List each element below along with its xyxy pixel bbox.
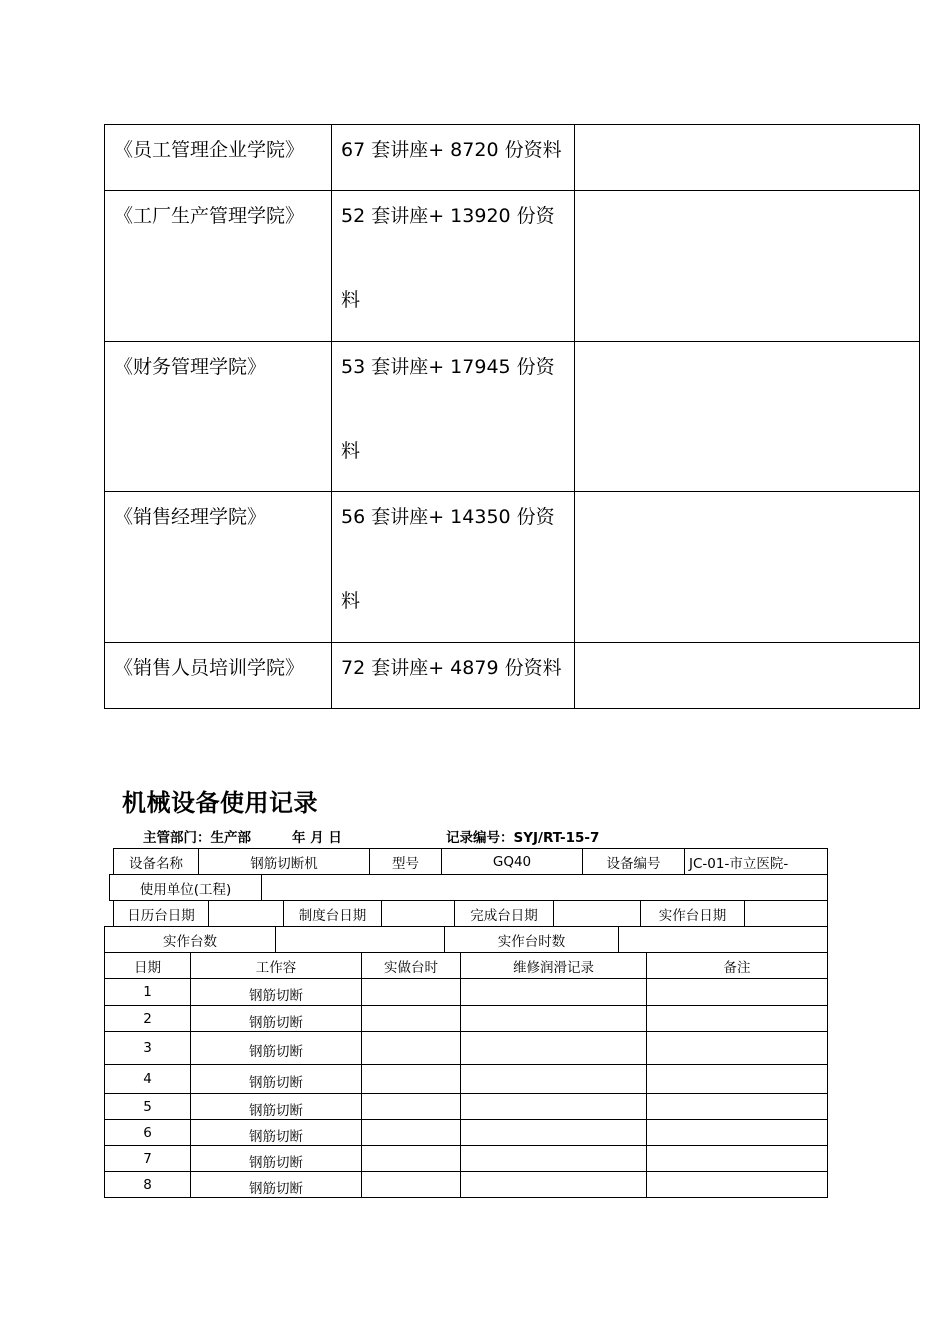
row-note [646, 1093, 828, 1120]
calendar-days-value [208, 900, 284, 927]
row-hours [361, 1093, 461, 1120]
course-name: 《员工管理企业学院》 [105, 125, 332, 191]
row-work: 钢筋切断 [190, 1064, 362, 1094]
row-work: 钢筋切断 [190, 1031, 362, 1065]
row-work: 钢筋切断 [190, 978, 362, 1006]
row-date: 1 [104, 978, 191, 1006]
actual-days-value [744, 900, 828, 927]
row-note [646, 1145, 828, 1172]
course-desc [332, 643, 575, 709]
row-maint [460, 1119, 647, 1146]
course-desc [332, 342, 575, 492]
actual-count-value [275, 926, 445, 953]
row-note [646, 978, 828, 1006]
header-work: 工作容 [190, 952, 362, 979]
record-code: 记录编号：SYJ/RT-15-7 [446, 830, 600, 846]
row-hours [361, 1171, 461, 1198]
course-table [104, 124, 920, 709]
row-date: 4 [104, 1064, 191, 1094]
row-hours [361, 1031, 461, 1065]
course-name: 《工厂生产管理学院》 [105, 191, 332, 342]
row-work: 钢筋切断 [190, 1093, 362, 1120]
course-empty-cell [575, 125, 920, 191]
row-date: 8 [104, 1171, 191, 1198]
row-hours [361, 1145, 461, 1172]
row-maint [460, 1093, 647, 1120]
row-note [646, 1005, 828, 1032]
done-days-label: 完成台日期 [454, 900, 554, 927]
row-work: 钢筋切断 [190, 1005, 362, 1032]
course-desc [332, 125, 575, 191]
row-date: 2 [104, 1005, 191, 1032]
course-desc-line1: 72 套讲座+ 4879 份资料 [341, 657, 562, 679]
row-maint [460, 1031, 647, 1065]
course-name: 《财务管理学院》 [105, 342, 332, 492]
row-note [646, 1171, 828, 1198]
row-maint [460, 978, 647, 1006]
course-desc-line1: 56 套讲座+ 14350 份资 [341, 506, 555, 528]
dept-label: 主管部门：生产部 [143, 830, 251, 846]
equip-no-value: JC-01-市立医院- [684, 848, 828, 875]
row-date: 5 [104, 1093, 191, 1120]
equip-no-label: 设备编号 [582, 848, 685, 875]
row-hours [361, 1064, 461, 1094]
actual-hours-label: 实作台时数 [444, 926, 619, 953]
header-note: 备注 [646, 952, 828, 979]
table-row [105, 643, 920, 709]
system-days-value [381, 900, 455, 927]
row-hours [361, 1005, 461, 1032]
row-note [646, 1064, 828, 1094]
header-maint: 维修润滑记录 [460, 952, 647, 979]
row-date: 3 [104, 1031, 191, 1065]
table-row [105, 125, 920, 191]
course-desc-line1: 67 套讲座+ 8720 份资料 [341, 139, 562, 161]
row-hours [361, 1119, 461, 1146]
table-row [105, 191, 920, 342]
course-name: 《销售经理学院》 [105, 492, 332, 643]
course-desc [332, 191, 575, 342]
course-desc-line2: 料 [341, 289, 361, 311]
row-work: 钢筋切断 [190, 1171, 362, 1198]
course-empty-cell [575, 643, 920, 709]
unit-label: 使用单位(工程) [109, 874, 262, 901]
course-empty-cell [575, 342, 920, 492]
header-date: 日期 [104, 952, 191, 979]
actual-days-label: 实作台日期 [640, 900, 745, 927]
course-name: 《销售人员培训学院》 [105, 643, 332, 709]
equip-name-value: 钢筋切断机 [198, 848, 370, 875]
model-value: GQ40 [441, 848, 583, 875]
actual-hours-value [618, 926, 828, 953]
row-work: 钢筋切断 [190, 1145, 362, 1172]
course-empty-cell [575, 191, 920, 342]
course-desc-line2: 料 [341, 590, 361, 612]
table-row [105, 342, 920, 492]
system-days-label: 制度台日期 [283, 900, 382, 927]
course-desc-line1: 53 套讲座+ 17945 份资 [341, 356, 555, 378]
header-hours: 实做台时 [361, 952, 461, 979]
unit-value [261, 874, 828, 901]
row-maint [460, 1005, 647, 1032]
table-row [105, 492, 920, 643]
record-title: 机械设备使用记录 [122, 789, 318, 817]
row-note [646, 1119, 828, 1146]
calendar-days-label: 日历台日期 [113, 900, 209, 927]
row-note [646, 1031, 828, 1065]
course-desc-line1: 52 套讲座+ 13920 份资 [341, 205, 555, 227]
done-days-value [553, 900, 641, 927]
row-maint [460, 1171, 647, 1198]
actual-count-label: 实作台数 [104, 926, 276, 953]
row-date: 7 [104, 1145, 191, 1172]
equip-name-label: 设备名称 [113, 848, 199, 875]
row-date: 6 [104, 1119, 191, 1146]
course-empty-cell [575, 492, 920, 643]
row-maint [460, 1064, 647, 1094]
date-label: 年 月 日 [292, 830, 342, 846]
course-desc [332, 492, 575, 643]
row-work: 钢筋切断 [190, 1119, 362, 1146]
model-label: 型号 [369, 848, 442, 875]
row-hours [361, 978, 461, 1006]
course-desc-line2: 料 [341, 440, 361, 462]
row-maint [460, 1145, 647, 1172]
